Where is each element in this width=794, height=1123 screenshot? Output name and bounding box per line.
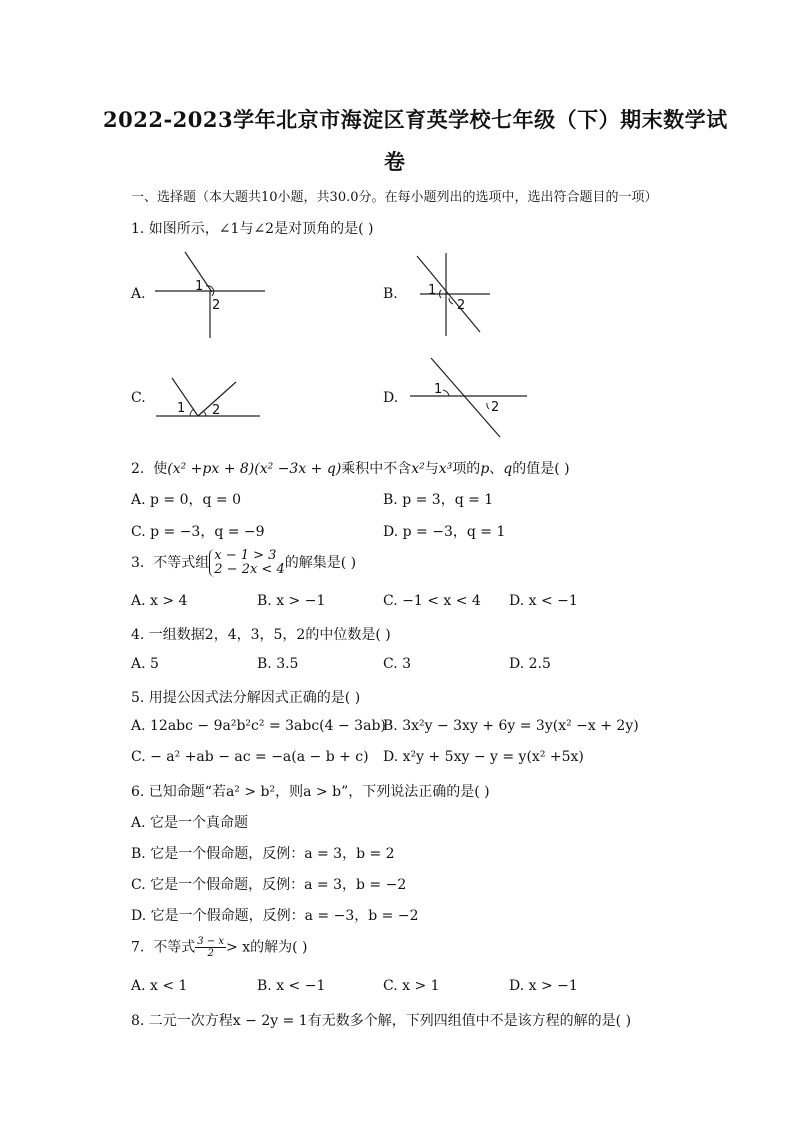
q3-number: 3. xyxy=(131,555,145,571)
q7-fraction-numerator: 3 − x xyxy=(197,936,225,947)
question-6-stem: 6. 已知命题“若a² > b²，则a > b”，下列说法正确的是( ) xyxy=(131,784,490,800)
q4-option-a: A. 5 xyxy=(131,656,159,672)
q6-option-d: D. 它是一个假命题，反例：a = −3，b = −2 xyxy=(131,908,419,924)
q3-option-d: D. x < −1 xyxy=(509,593,578,609)
q3-prefix: 不等式组 xyxy=(153,555,210,571)
q1-figure-a xyxy=(150,248,270,340)
q1-option-d-label: D. xyxy=(383,390,399,406)
q2-mid: 乘积中不含 xyxy=(341,461,412,477)
q6-option-c: C. 它是一个假命题，反例：a = 3，b = −2 xyxy=(131,877,407,893)
q5-option-a: A. 12abc − 9a²b²c² = 3abc(4 − 3ab) xyxy=(131,718,386,734)
q7-option-a: A. x < 1 xyxy=(131,978,188,994)
question-4-stem: 4. 一组数据2，4，3，5，2的中位数是( ) xyxy=(131,627,391,643)
q2-tail1: 项的 xyxy=(452,461,481,477)
q3-option-a: A. x > 4 xyxy=(131,593,188,609)
q1-figure-d xyxy=(405,355,530,440)
q7-number: 7. xyxy=(131,939,145,956)
q6-option-a: A. 它是一个真命题 xyxy=(131,815,249,831)
question-7-stem xyxy=(131,936,307,959)
q3-system xyxy=(209,549,284,577)
q5-option-c: C. − a² +ab − ac = −a(a − b + c) xyxy=(131,749,369,765)
q4-option-d: D. 2.5 xyxy=(509,656,551,672)
section-header: 一、选择题（本大题共10小题，共30.0分。在每小题列出的选项中，选出符合题目的一项） xyxy=(131,190,658,205)
q1c-angle-1: 1 xyxy=(177,401,186,416)
q1b-angle-2: 2 xyxy=(457,298,466,313)
q1-option-c-label: C. xyxy=(131,390,146,406)
page-title-line1: 2022-2023学年北京市海淀区育英学校七年级（下）期末数学试 xyxy=(103,107,728,132)
q2-option-a: A. p = 0，q = 0 xyxy=(131,492,242,508)
q7-option-c: C. x > 1 xyxy=(383,978,440,994)
q6-option-b: B. 它是一个假命题，反例：a = 3，b = 2 xyxy=(131,846,395,862)
q1-figure-c xyxy=(150,370,265,425)
q3-option-c: C. −1 < x < 4 xyxy=(383,593,481,609)
q2-prefix: 使 xyxy=(153,461,168,477)
q3-eq1: x − 1 > 3 xyxy=(214,548,277,563)
q4-option-c: C. 3 xyxy=(383,656,412,672)
q5-option-d: D. x²y + 5xy − y = y(x² +5x) xyxy=(383,749,584,765)
q2-x3: x³ xyxy=(438,461,453,477)
q1a-angle-2: 2 xyxy=(212,298,221,313)
question-1-stem: 1. 如图所示，∠1与∠2是对顶角的是( ) xyxy=(131,221,374,237)
q2-x2: x² xyxy=(411,461,425,477)
q7-fraction-denominator: 2 xyxy=(207,948,214,959)
q2-q: q xyxy=(503,461,513,477)
q2-option-d: D. p = −3，q = 1 xyxy=(383,524,506,540)
q7-fraction xyxy=(195,936,226,959)
q1a-angle-1: 1 xyxy=(195,279,204,294)
q4-option-b: B. 3.5 xyxy=(257,656,299,672)
q7-prefix: 不等式 xyxy=(153,939,196,956)
question-5-stem: 5. 用提公因式法分解因式正确的是( ) xyxy=(131,690,361,706)
q2-option-b: B. p = 3，q = 1 xyxy=(383,492,494,508)
q7-option-b: B. x < −1 xyxy=(257,978,326,994)
q7-option-d: D. x > −1 xyxy=(509,978,578,994)
page-title-line2: 卷 xyxy=(384,149,406,174)
q1d-angle-1: 1 xyxy=(434,382,443,397)
q1c-angle-2: 2 xyxy=(212,403,221,418)
q2-number: 2. xyxy=(131,461,145,477)
q1d-angle-2: 2 xyxy=(491,400,500,415)
q2-option-c: C. p = −3，q = −9 xyxy=(131,524,265,540)
q5-option-b: B. 3x²y − 3xy + 6y = 3y(x² −x + 2y) xyxy=(383,718,639,734)
question-8-stem: 8. 二元一次方程x − 2y = 1有无数多个解，下列四组值中不是该方程的解的是( ) xyxy=(131,1013,632,1029)
q2-yu: 与 xyxy=(424,461,439,477)
q3-option-b: B. x > −1 xyxy=(257,593,326,609)
q1-option-b-label: B. xyxy=(383,286,398,302)
q2-tail2: 的值是( ) xyxy=(512,461,570,477)
q2-expression: (x² +px + 8)(x² −3x + q) xyxy=(167,461,342,477)
q1-figure-b xyxy=(405,250,495,338)
q3-tail: 的解集是( ) xyxy=(284,555,357,571)
q7-tail: > x的解为( ) xyxy=(226,939,308,956)
q3-eq2: 2 − 2x < 4 xyxy=(214,562,285,577)
q1-option-a-label: A. xyxy=(131,286,146,302)
question-2-stem xyxy=(131,458,570,478)
q1b-angle-1: 1 xyxy=(428,283,437,298)
question-3-stem xyxy=(131,549,356,577)
q2-sep: 、 xyxy=(489,461,504,477)
q2-p: p xyxy=(480,461,490,477)
